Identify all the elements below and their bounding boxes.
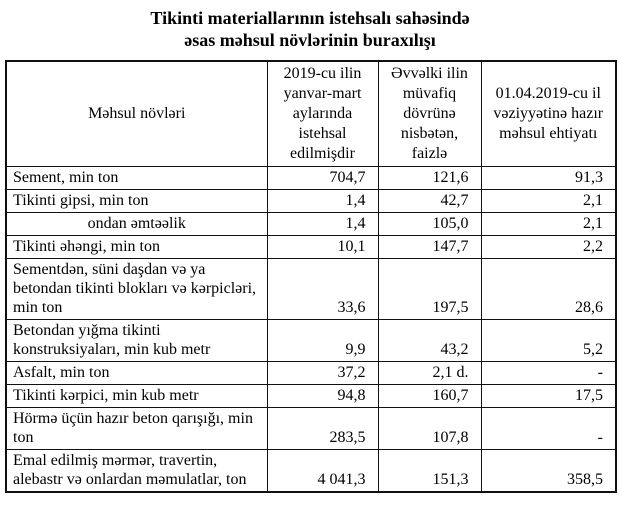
product-label-cell: Sement, min ton [6,167,267,190]
percent-value-cell: 197,5 [378,259,481,320]
stock-value-cell: - [481,408,616,450]
stock-value-cell: 5,2 [481,320,616,362]
table-row [6,236,616,259]
produced-value-cell: 33,6 [267,259,378,320]
stock-value-cell: 2,2 [481,236,616,259]
produced-value-cell: 704,7 [267,167,378,190]
percent-value-cell: 121,6 [378,167,481,190]
stock-value-cell: 91,3 [481,167,616,190]
percent-value-cell: 151,3 [378,450,481,493]
column-header-percent-vs-previous-year: Əvvəlki ilin müvafiq dövrünə nisbətən, faizlə [378,61,481,167]
percent-value-cell: 160,7 [378,385,481,408]
product-label-cell: Sementdən, süni daşdan və ya betondan tikinti blokları və kərpicləri, min ton [6,259,267,320]
produced-value-cell: 37,2 [267,362,378,385]
table-row [6,190,616,213]
page-title-line1: Tikinti materiallarının istehsalı sahəsində [150,8,470,28]
percent-value-cell: 43,2 [378,320,481,362]
table-header [6,61,616,167]
product-label-cell: Tikinti kərpici, min kub metr [6,385,267,408]
table-row [6,450,616,493]
percent-value-cell: 42,7 [378,190,481,213]
page-title [0,0,620,51]
produced-value-cell: 283,5 [267,408,378,450]
product-label-cell: Tikinti əhəngi, min ton [6,236,267,259]
table-row [6,408,616,450]
table-row [6,320,616,362]
table-row [6,213,616,236]
stock-value-cell: 2,1 [481,213,616,236]
table-row [6,259,616,320]
column-header-ready-product-stock: 01.04.2019-cu il vəziyyətinə hazır məhsul ehtiyatı [481,61,616,167]
produced-value-cell: 1,4 [267,190,378,213]
product-label-cell: Emal edilmiş mərmər, travertin, alebastr və onlardan məmulatlar, ton [6,450,267,493]
product-label-cell: Betondan yığma tikinti konstruksiyaları, min kub metr [6,320,267,362]
page-title-line2: əsas məhsul növlərinin buraxılışı [184,30,436,50]
table-row [6,167,616,190]
stock-value-cell: - [481,362,616,385]
products-table [5,60,617,493]
produced-value-cell: 1,4 [267,213,378,236]
percent-value-cell: 107,8 [378,408,481,450]
stock-value-cell: 28,6 [481,259,616,320]
produced-value-cell: 9,9 [267,320,378,362]
product-label-cell: ondan əmtəəlik [6,213,267,236]
stock-value-cell: 17,5 [481,385,616,408]
percent-value-cell: 2,1 d. [378,362,481,385]
percent-value-cell: 105,0 [378,213,481,236]
produced-value-cell: 4 041,3 [267,450,378,493]
stock-value-cell: 2,1 [481,190,616,213]
table-body [6,167,616,493]
produced-value-cell: 94,8 [267,385,378,408]
column-header-produced-2019: 2019-cu ilin yanvar-mart aylarında istehsal edilmişdir [267,61,378,167]
table-row [6,385,616,408]
percent-value-cell: 147,7 [378,236,481,259]
produced-value-cell: 10,1 [267,236,378,259]
header-row [6,61,616,167]
column-header-product-types: Məhsul növləri [6,61,267,167]
product-label-cell: Hörmə üçün hazır beton qarışığı, min ton [6,408,267,450]
product-label-cell: Asfalt, min ton [6,362,267,385]
table-row [6,362,616,385]
stock-value-cell: 358,5 [481,450,616,493]
product-label-cell: Tikinti gipsi, min ton [6,190,267,213]
